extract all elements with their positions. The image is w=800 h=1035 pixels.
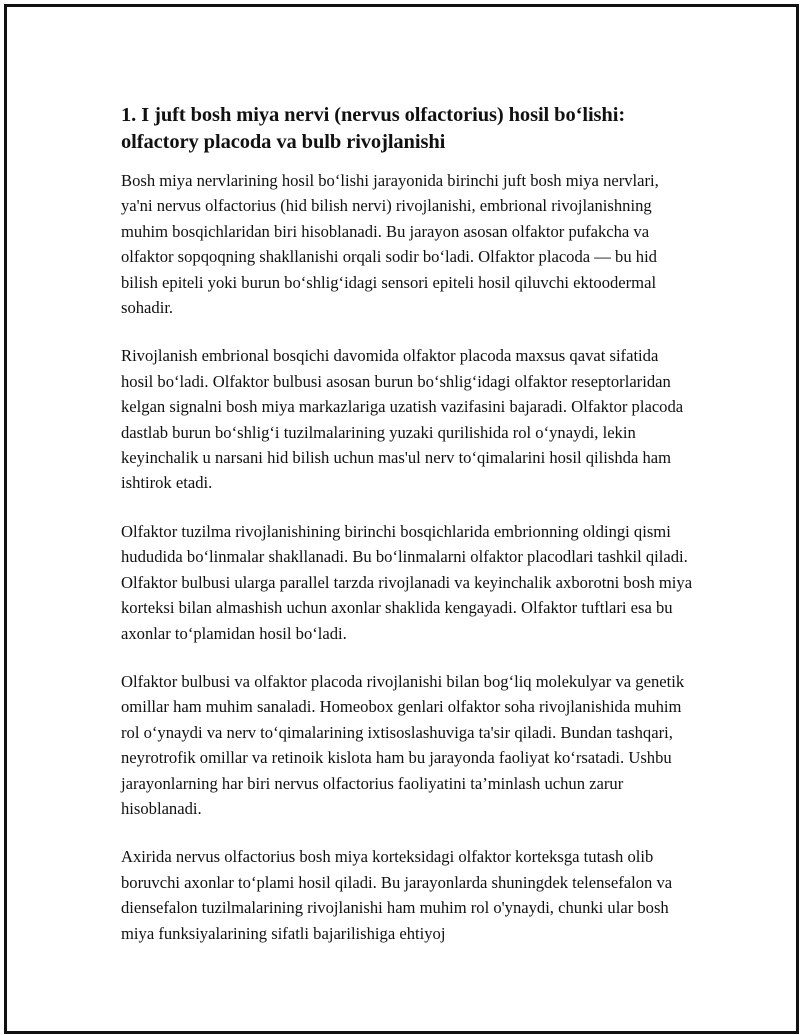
paragraph-5: Axirida nervus olfactorius bosh miya korteksidagi olfaktor korteksga tutash olib boruvchi axonlar to‘plami hosil qiladi. Bu jarayonlarda shuningdek telensefalon va diensefalon tuzilmalarining rivojlanishi ham muhim rol o'ynaydi, chunki ular bosh miya funksiyalarining sifatli bajarilishiga ehtiyoj [121,847,673,943]
paragraph-4: Olfaktor bulbusi va olfaktor placoda rivojlanishi bilan bog‘liq molekulyar va genetik omillar ham muhim sanaladi. Homeobox genlari olfaktor soha rivojlanishida muhim rol o‘ynaydi va nerv to‘qimalarining ixtisoslashuviga ta'sir qiladi. Bundan tashqari, neyrotrofik omillar va retinoik kislota ham bu jarayonda faoliyat ko‘rsatadi. Ushbu jarayonlarning har biri nervus olfactorius faoliyatini ta’minlash uchun zarur hisoblanadi. [121,671,685,818]
paragraph-2: Rivojlanish embrional bosqichi davomida olfaktor placoda maxsus qavat sifatida hosil bo‘ladi. Olfaktor bulbusi asosan burun bo‘shlig‘idagi olfaktor reseptorlaridan kelgan signalni bosh miya markazlariga uzatish vazifasini bajaradi. Olfaktor placoda dastlab burun bo‘shlig‘i tuzilmalarining yuzaki qurilishida rol o‘ynaydi, lekin keyinchalik u narsani hid bilish uchun mas'ul nerv to‘qimalarini hosil qilishda ham ishtirok etadi. [121,346,684,493]
paragraph-1: Bosh miya nervlarining hosil bo‘lishi jarayonida birinchi juft bosh miya nervlari, ya'ni nervus olfactorius (hid bilish nervi) rivojlanishi, embrional rivojlanishning muhim bosqichlaridan biri hisoblanadi. Bu jarayon asosan olfaktor pufakcha va olfaktor sopqoqning shakllanishi orqali sodir bo‘ladi. Olfaktor placoda — bu hid bilish epiteli yoki burun bo‘shlig‘idagi sensori epiteli hosil qiluvchi ektoodermal sohadir. [121,171,659,318]
paragraph-3: Olfaktor tuzilma rivojlanishining birinchi bosqichlarida embrionning oldingi qismi hududida bo‘linmalar shakllanadi. Bu bo‘linmalarni olfaktor placodlari tashkil qiladi. Olfaktor bulbusi ularga parallel tarzda rivojlanadi va keyinchalik axborotni bosh miya korteksi bilan almashish uchun axonlar shaklida kengayadi. Olfaktor tuftlari esa bu axonlar to‘plamidan hosil bo‘ladi. [121,521,693,643]
section-heading: 1. I juft bosh miya nervi (nervus olfactorius) hosil bo‘lishi: olfactory placoda va bulb rivojlanishi [121,104,626,153]
page-frame [4,4,799,1034]
document-content [121,102,693,969]
